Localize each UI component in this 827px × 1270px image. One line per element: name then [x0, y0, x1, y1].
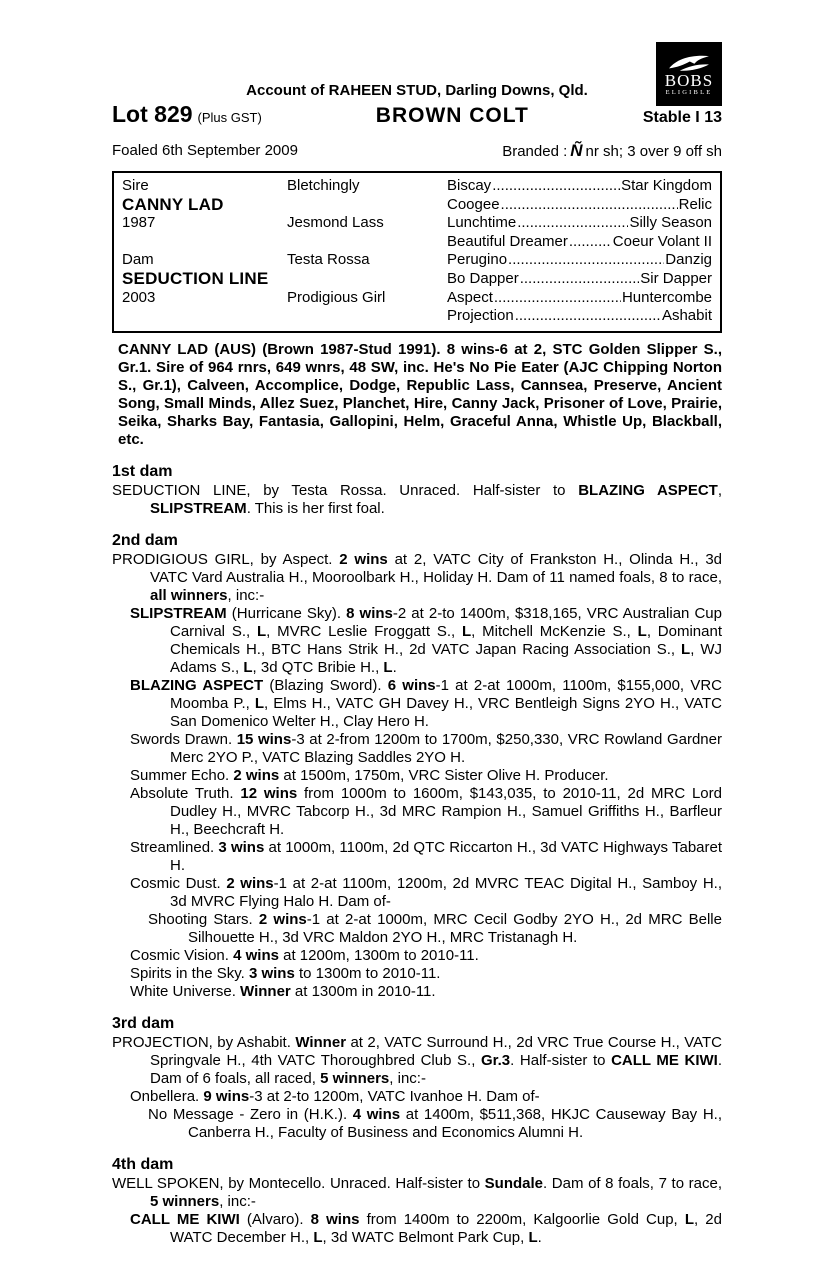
- horse-description-title: BROWN COLT: [375, 104, 529, 127]
- dam-section-heading: 4th dam: [112, 1155, 174, 1173]
- dot-leader: [517, 214, 628, 233]
- ggsire-name: Aspect: [447, 288, 493, 306]
- pedigree-entry: Summer Echo. 2 wins at 1500m, 1750m, VRC Sister Olive H. Producer.: [130, 766, 609, 784]
- sire-year: 1987: [122, 214, 156, 232]
- dam-label: Dam: [122, 251, 154, 269]
- horse-head-icon: [666, 53, 712, 73]
- ggdam-name: Bo Dapper: [447, 269, 519, 287]
- pedigree-entry: PRODIGIOUS GIRL, by Aspect. 2 wins at 2, VATC City of Frankston H., Olinda H., 3d VATC Vard Australia H., Mooroolbark H., Holiday H. Dam of 11 named foals, 8 to race, all winners, inc:-: [112, 550, 722, 604]
- stable-reference: Stable I 13: [642, 109, 722, 126]
- pedigree-entry: No Message - Zero in (H.K.). 4 wins at 1400m, $511,368, HKJC Causeway Bay H., Canberra H., Faculty of Business and Economics Alumni H.: [148, 1105, 722, 1141]
- gggsire-name: Coeur Volant II: [612, 232, 712, 250]
- lot-number: Lot 829: [112, 101, 193, 127]
- gggsire-name: Star Kingdom: [621, 177, 712, 194]
- pedigree-row: [122, 270, 712, 289]
- pedigree-entry: WELL SPOKEN, by Montecello. Unraced. Half-sister to Sundale. Dam of 8 foals, 7 to race, 5 winners, inc:-: [112, 1174, 722, 1210]
- gggsire-name: Huntercombe: [621, 288, 712, 306]
- dot-leader: [492, 177, 620, 196]
- granddam-name: Prodigious Girl: [287, 288, 386, 306]
- gggsire-name: Relic: [678, 195, 712, 213]
- bobs-eligible-text: ELIGIBLE: [665, 89, 713, 96]
- brand-mark-icon: Ñ: [570, 141, 583, 160]
- bobs-logo-text: BOBS: [664, 71, 714, 90]
- sire-name: CANNY LAD: [122, 194, 224, 214]
- pedigree-row: [122, 251, 712, 270]
- pedigree-entry: Shooting Stars. 2 wins-1 at 2-at 1000m, MRC Cecil Godby 2YO H., 2d MRC Belle Silhouette H., 3d VRC Maldon 2YO H., MRC Tristanagh H.: [148, 910, 722, 946]
- ggdam-name: Projection: [447, 307, 514, 325]
- vendor-account-line: Account of RAHEEN STUD, Darling Downs, Qld.: [246, 82, 588, 99]
- pedigree-row: [122, 307, 712, 326]
- foaling-brand-row: [112, 142, 722, 162]
- pedigree-entry: PROJECTION, by Ashabit. Winner at 2, VATC Surround H., 2d VRC True Course H., VATC Springvale H., 4th VATC Thoroughbred Club S., Gr.3. Half-sister to CALL ME KIWI. Dam of 6 foals, all raced, 5 winners, inc:-: [112, 1033, 723, 1087]
- dam-name: SEDUCTION LINE: [122, 268, 269, 288]
- pedigree-entry: SEDUCTION LINE, by Testa Rossa. Unraced. Half-sister to BLAZING ASPECT, SLIPSTREAM. This is her first foal.: [112, 481, 722, 517]
- pedigree-entry: CALL ME KIWI (Alvaro). 8 wins from 1400m to 2200m, Kalgoorlie Gold Cup, L, 2d WATC December H., L, 3d WATC Belmont Park Cup, L.: [130, 1210, 722, 1246]
- branded-detail: nr sh; 3 over 9 off sh: [585, 143, 722, 160]
- dot-leader: [494, 289, 621, 308]
- lot-header-row: [112, 101, 722, 135]
- gggsire-name: Sir Dapper: [640, 269, 712, 287]
- gggsire-name: Silly Season: [629, 214, 712, 232]
- brand-details: [502, 142, 722, 162]
- dam-section-heading: 1st dam: [112, 462, 173, 480]
- gggsire-name: Danzig: [665, 251, 712, 269]
- pedigree-row: [122, 233, 712, 252]
- dam-sections: [112, 462, 722, 1247]
- granddam-name: Jesmond Lass: [287, 214, 384, 232]
- pedigree-row: [122, 214, 712, 233]
- ggsire-name: Perugino: [447, 251, 508, 269]
- pedigree-entry: Streamlined. 3 wins at 1000m, 1100m, 2d QTC Riccarton H., 3d VATC Highways Tabaret H.: [130, 838, 723, 874]
- pedigree-entry: White Universe. Winner at 1300m in 2010-11.: [130, 982, 436, 1000]
- pedigree-entry: SLIPSTREAM (Hurricane Sky). 8 wins-2 at 2-to 1400m, $318,165, VRC Australian Cup Carnival S., L, MVRC Leslie Froggatt S., L, Mitchell McKenzie S., L, Dominant Chemicals H., BTC Hans Strik H., 2d VATC Japan Racing Association S., L, WJ Adams S., L, 3d QTC Bribie H., L.: [130, 604, 722, 676]
- gst-note: (Plus GST): [197, 110, 262, 125]
- dot-leader: [569, 233, 612, 252]
- gggsire-name: Ashabit: [661, 307, 712, 325]
- damsire-name: Testa Rossa: [287, 251, 370, 269]
- dot-leader: [501, 196, 678, 215]
- ggsire-name: Biscay: [447, 177, 492, 194]
- dot-leader: [508, 251, 664, 270]
- pedigree-entry: Cosmic Vision. 4 wins at 1200m, 1300m to 2010-11.: [130, 946, 479, 964]
- pedigree-entry: Onbellera. 9 wins-3 at 2-to 1200m, VATC Ivanhoe H. Dam of-: [130, 1087, 540, 1105]
- pedigree-entry: BLAZING ASPECT (Blazing Sword). 6 wins-1 at 2-at 1000m, 1100m, $155,000, VRC Moomba P., L, Elms H., VATC GH Davey H., VRC Bentleigh Signs 2YO H., VATC San Domenico Welter H., Clay Hero H.: [130, 676, 722, 730]
- dam-year: 2003: [122, 288, 156, 306]
- sire-record-paragraph: CANNY LAD (AUS) (Brown 1987-Stud 1991). 8 wins-6 at 2, STC Golden Slipper S., Gr.1. Sire of 964 rnrs, 649 wnrs, 48 SW, inc. He's No Pie Eater (AJC Chipping Norton S., Gr.1), Calveen, Accomplice, Dodge, Republic Lass, Cannsea, Preserve, Ancient Song, Small Minds, Allez Suez, Planchet, Hire, Canny Jack, Prisoner of Love, Prairie, Seika, Sharks Bay, Fantasia, Gallopini, Helm, Graceful Anna, Whistle Up, Blackball, etc.: [118, 340, 722, 448]
- pedigree-entry: Swords Drawn. 15 wins-3 at 2-from 1200m to 1700m, $250,330, VRC Rowland Gardner Merc 2YO P., VATC Blazing Saddles 2YO H.: [130, 730, 722, 766]
- dot-leader: [515, 307, 661, 326]
- foaled-date: Foaled 6th September 2009: [112, 142, 298, 159]
- ggsire-name: Lunchtime: [447, 214, 517, 232]
- pedigree-row: [122, 289, 712, 308]
- pedigree-table: [112, 171, 722, 333]
- sire-label: Sire: [122, 177, 149, 194]
- ggdam-name: Beautiful Dreamer: [447, 232, 568, 250]
- dot-leader: [520, 270, 640, 289]
- dam-section-heading: 3rd dam: [112, 1014, 175, 1032]
- pedigree-entry: Absolute Truth. 12 wins from 1000m to 1600m, $143,035, to 2010-11, 2d MRC Lord Dudley H., MVRC Tabcorp H., 3d MRC Rampion H., Samuel Griffiths H., Barfleur H., Beechcraft H.: [130, 784, 722, 838]
- branded-label: Branded :: [502, 143, 568, 160]
- dam-section-heading: 2nd dam: [112, 531, 178, 549]
- grandsire-name: Bletchingly: [287, 177, 360, 194]
- pedigree-row: [122, 177, 712, 196]
- pedigree-entry: Spirits in the Sky. 3 wins to 1300m to 2010-11.: [130, 964, 441, 982]
- pedigree-entry: Cosmic Dust. 2 wins-1 at 2-at 1100m, 1200m, 2d MVRC TEAC Digital H., Samboy H., 3d MVRC Flying Halo H. Dam of-: [130, 874, 722, 910]
- ggdam-name: Coogee: [447, 195, 500, 213]
- pedigree-row: [122, 196, 712, 215]
